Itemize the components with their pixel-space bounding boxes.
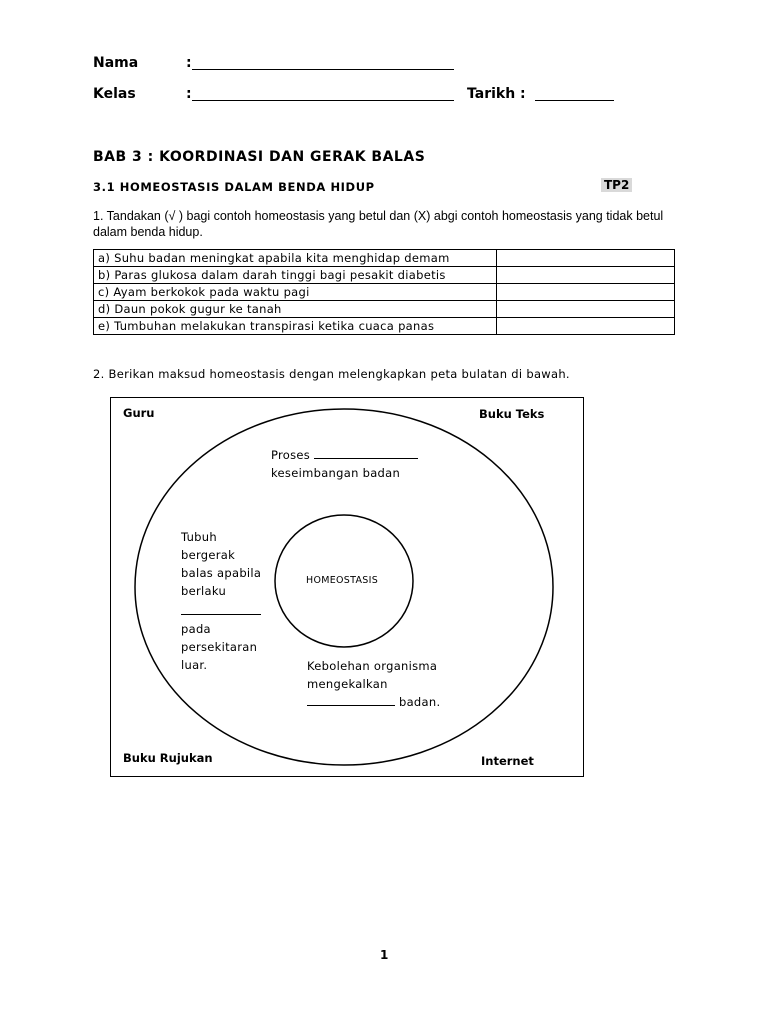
statement-cell: e) Tumbuhan melakukan transpirasi ketika cuaca panas <box>94 318 497 335</box>
corner-bottom-right: Internet <box>481 754 534 768</box>
corner-bottom-left: Buku Rujukan <box>123 751 213 765</box>
corner-top-right: Buku Teks <box>479 407 545 421</box>
top-text <box>271 446 418 482</box>
question-1-table <box>93 249 675 335</box>
left-text-line: pada <box>181 622 211 636</box>
section-title: 3.1 HOMEOSTASIS DALAM BENDA HIDUP <box>93 180 375 194</box>
bottom-text <box>307 657 440 711</box>
kelas-label: Kelas <box>93 86 136 102</box>
top-answer-blank[interactable] <box>314 458 418 459</box>
bottom-answer-blank[interactable] <box>307 705 395 706</box>
top-text-line1: Proses <box>271 448 311 462</box>
level-badge: TP2 <box>601 178 632 192</box>
bottom-text-line3: badan. <box>398 695 441 709</box>
answer-cell[interactable] <box>497 301 675 318</box>
left-text-line: balas apabila <box>181 566 262 580</box>
left-text-line: bergerak <box>181 548 236 562</box>
table-row <box>94 250 675 267</box>
top-text-line2: keseimbangan badan <box>271 466 401 480</box>
kelas-answer-line[interactable] <box>192 100 454 101</box>
nama-label: Nama <box>93 55 139 71</box>
chapter-title: BAB 3 : KOORDINASI DAN GERAK BALAS <box>93 149 426 165</box>
corner-top-left: Guru <box>123 406 155 420</box>
statement-cell: c) Ayam berkokok pada waktu pagi <box>94 284 497 301</box>
table-row <box>94 284 675 301</box>
statement-cell: a) Suhu badan meningkat apabila kita menghidap demam <box>94 250 497 267</box>
left-answer-blank[interactable] <box>181 600 261 615</box>
tarikh-answer-line[interactable] <box>535 100 614 101</box>
kelas-colon: : <box>186 86 192 102</box>
answer-cell[interactable] <box>497 318 675 335</box>
answer-cell[interactable] <box>497 284 675 301</box>
left-text <box>181 528 261 674</box>
tarikh-label: Tarikh : <box>467 86 526 102</box>
center-homeostasis: HOMEOSTASIS <box>306 575 379 586</box>
table-row <box>94 318 675 335</box>
nama-answer-line[interactable] <box>192 69 454 70</box>
statement-cell: b) Paras glukosa dalam darah tinggi bagi pesakit diabetis <box>94 267 497 284</box>
left-text-line: persekitaran <box>181 640 258 654</box>
table-row <box>94 267 675 284</box>
bottom-text-line1: Kebolehan organisma <box>307 659 438 673</box>
left-text-line: luar. <box>181 658 208 672</box>
statement-cell: d) Daun pokok gugur ke tanah <box>94 301 497 318</box>
answer-cell[interactable] <box>497 250 675 267</box>
table-row <box>94 301 675 318</box>
question-1-text: 1. Tandakan (√ ) bagi contoh homeostasis yang betul dan (X) abgi contoh homeostasis yang tidak betul dalam benda hidup. <box>93 209 664 239</box>
page-number: 1 <box>380 948 389 962</box>
answer-cell[interactable] <box>497 267 675 284</box>
left-text-line: berlaku <box>181 584 227 598</box>
question-2-text: 2. Berikan maksud homeostasis dengan melengkapkan peta bulatan di bawah. <box>93 367 570 381</box>
nama-colon: : <box>186 55 192 71</box>
left-text-line: Tubuh <box>181 530 217 544</box>
bottom-text-line2: mengekalkan <box>307 677 388 691</box>
